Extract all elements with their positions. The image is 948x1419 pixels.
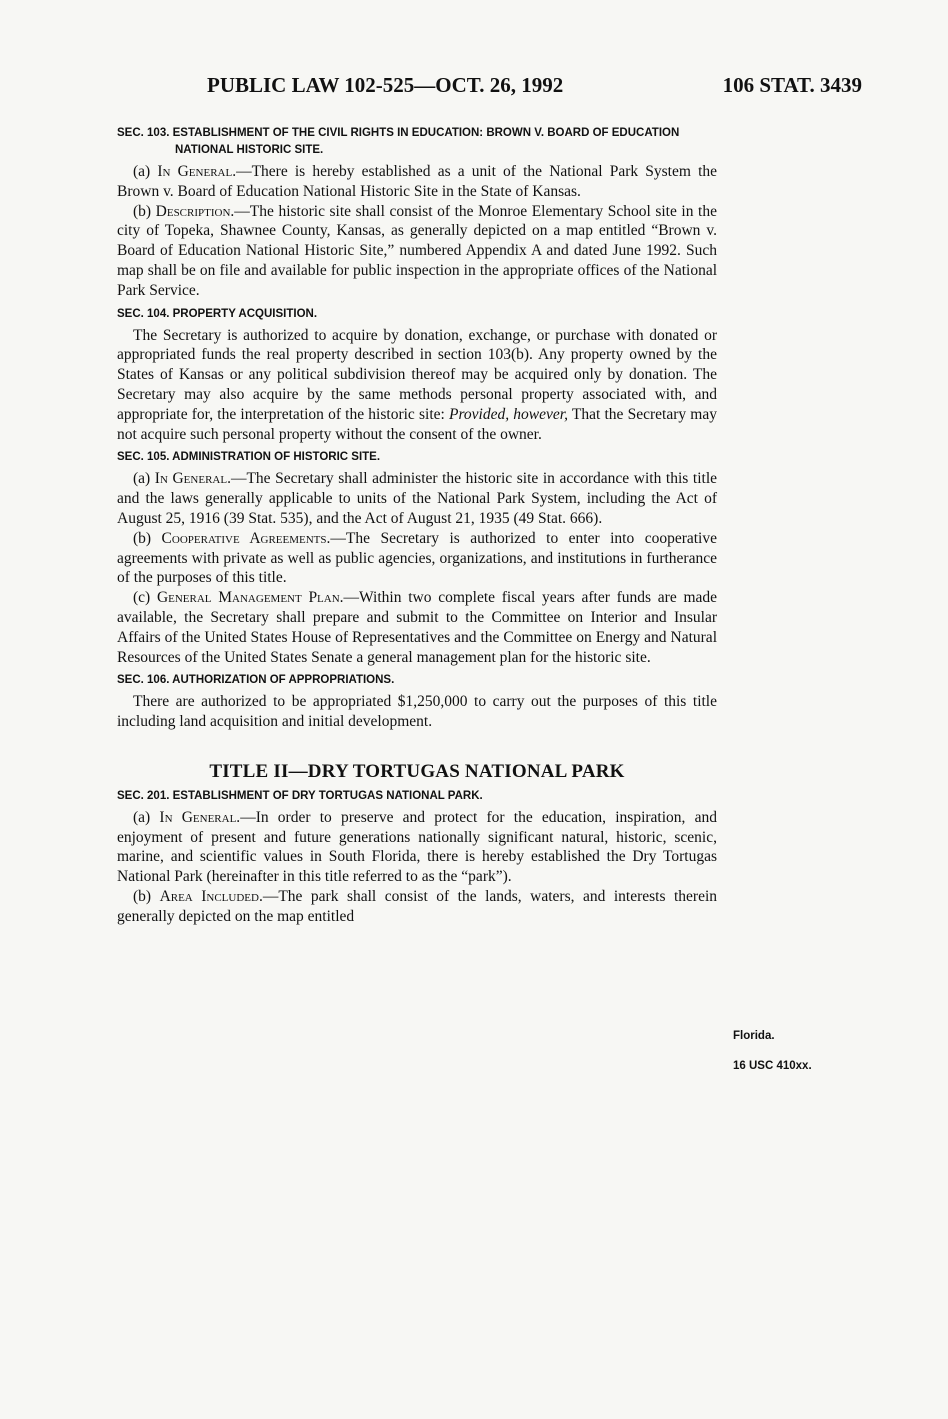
page-header — [207, 73, 862, 103]
section-104-heading: SEC. 104. PROPERTY ACQUISITION. — [117, 307, 318, 320]
running-title: PUBLIC LAW 102-525—OCT. 26, 1992 — [207, 73, 564, 97]
section-105-b: (b) Cooperative Agreements.—The Secretary is authorized to enter into cooperative agreements with private as well as public agencies, organizations, and institutions in furtherance of the purposes of this title. — [117, 529, 717, 587]
section-201-heading: SEC. 201. ESTABLISHMENT OF DRY TORTUGAS NATIONAL PARK. — [117, 789, 483, 802]
stat-page-number: 106 STAT. 3439 — [722, 73, 862, 97]
margin-note-florida: Florida. — [733, 1030, 775, 1042]
section-104-text: The Secretary is authorized to acquire by donation, exchange, or purchase with donated or appropriated funds the real property described in section 103(b). Any property owned by the States of Kansas or any political subdivision thereof may be acquired only by donation. The Secretary may also acquire by the same methods personal property associated with, and appropriate for, the interpretation of the historic site: Provided, however, That the Secretary may not acquire such personal property without the consent of the owner. — [117, 326, 717, 443]
section-105-heading: SEC. 105. ADMINISTRATION OF HISTORIC SITE. — [117, 451, 381, 464]
section-103-heading: SEC. 103. ESTABLISHMENT OF THE CIVIL RIGHTS IN EDUCATION: BROWN V. BOARD OF EDUCATION NATIONAL HISTORIC SITE. — [117, 127, 680, 156]
section-106-text: There are authorized to be appropriated $1,250,000 to carry out the purposes of this title including land acquisition and initial development. — [117, 693, 717, 731]
document-body — [117, 120, 717, 927]
section-103-b: (b) Description.—The historic site shall consist of the Monroe Elementary School site in the city of Topeka, Shawnee County, Kansas, as generally depicted on a map entitled “Brown v. Board of Education National Historic Site,” numbered Appendix A and dated June 1992. Such map shall be on file and available for public inspection in the appropriate offices of the National Park Service. — [117, 202, 717, 299]
section-201-a: (a) In General.—In order to preserve and protect for the education, inspiration, and enjoyment of present and future generations nationally significant natural, historic, scenic, marine, and scientific values in South Florida, there is hereby established the Dry Tortugas National Park (hereinafter in this title referred to as the “park”). — [117, 808, 717, 886]
section-106-heading: SEC. 106. AUTHORIZATION OF APPROPRIATIONS. — [117, 674, 395, 687]
section-105-a: (a) In General.—The Secretary shall administer the historic site in accordance with this title and the laws generally applicable to units of the National Park System, including the Act of August 25, 1916 (39 Stat. 535), and the Act of August 21, 1935 (49 Stat. 666). — [117, 470, 718, 527]
title-ii-heading: TITLE II—DRY TORTUGAS NATIONAL PARK — [209, 760, 625, 782]
margin-note-usc-citation: 16 USC 410xx. — [733, 1060, 812, 1072]
section-103-a: (a) In General.—There is hereby established as a unit of the National Park System the Brown v. Board of Education National Historic Site in the State of Kansas. — [117, 163, 718, 200]
section-201-b: (b) Area Included.—The park shall consist of the lands, waters, and interests therein generally depicted on the map entitled — [117, 887, 718, 925]
section-105-c: (c) General Management Plan.—Within two complete fiscal years after funds are made available, the Secretary shall prepare and submit to the Committee on Interior and Insular Affairs of the United States House of Representatives and the Committee on Energy and Natural Resources of the United States Senate a general management plan for the historic site. — [117, 589, 718, 666]
